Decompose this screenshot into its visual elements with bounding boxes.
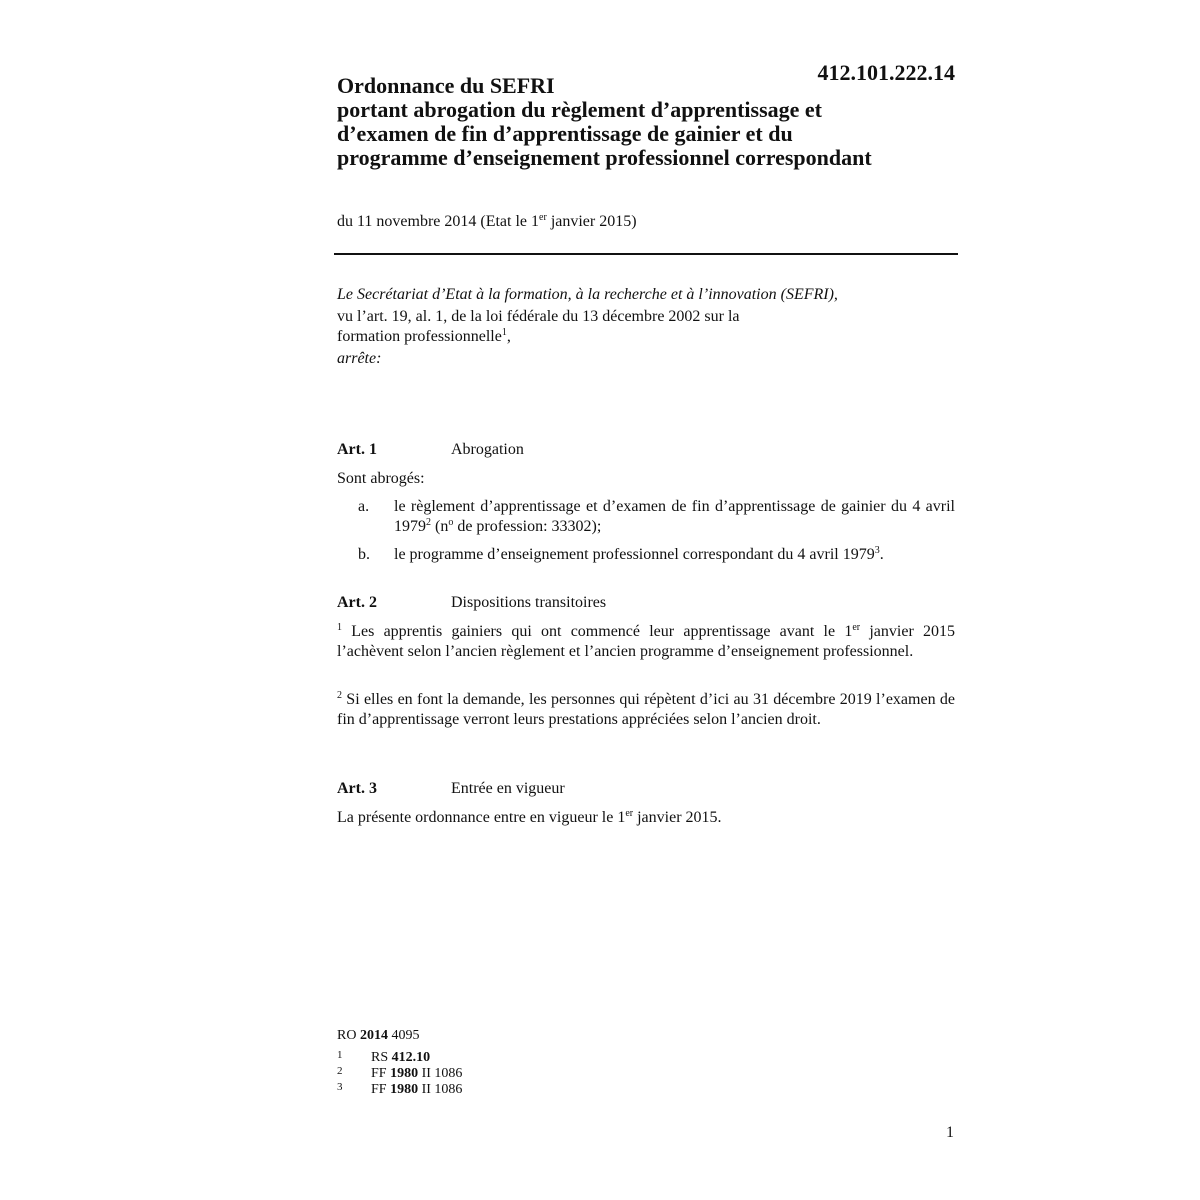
- paragraph-text: janvier 2015 l’achèvent selon l’ancien règlement et l’ancien programme d’enseignement professionnel.: [337, 623, 956, 660]
- list-letter: b.: [358, 546, 370, 563]
- footnote-suffix: II 1086: [418, 1066, 463, 1081]
- list-text-part: le règlement d’apprentissage et d’examen de fin d’apprentissage de gainier du 4 avril 1979: [394, 498, 955, 535]
- preamble-decree: arrête:: [337, 350, 382, 367]
- preamble-basis-line: vu l’art. 19, al. 1, de la loi fédérale du 13 décembre 2002 sur la: [337, 308, 740, 325]
- systematic-number: 412.101.222.14: [817, 60, 955, 85]
- footnote-number: 2: [337, 1065, 343, 1077]
- date-prefix: du 11 novembre 2014 (Etat le 1: [337, 213, 540, 230]
- preamble-basis-end: ,: [506, 328, 511, 345]
- paragraph-text: janvier 2015.: [633, 809, 722, 826]
- date-sup: er: [539, 212, 547, 223]
- footnote-bold: 1980: [390, 1066, 419, 1081]
- superscript: er: [852, 622, 861, 633]
- ro-year: 2014: [359, 1028, 388, 1043]
- list-text-part: le programme d’enseignement professionnel correspondant du 4 avril 1979: [394, 546, 875, 563]
- list-text: [394, 497, 955, 537]
- article-number: Art. 1: [337, 441, 377, 458]
- footnote: [337, 1079, 462, 1098]
- superscript: o: [448, 517, 454, 528]
- footnote-suffix: II 1086: [418, 1082, 463, 1097]
- preamble-basis-line-2: [337, 327, 957, 347]
- paragraph-number: 2: [337, 690, 342, 701]
- preamble-authority: Le Secrétariat d’Etat à la formation, à la recherche et à l’innovation (SEFRI),: [337, 286, 838, 303]
- article-3-heading: [337, 780, 565, 798]
- article-3-text: [337, 808, 955, 828]
- paragraph-text: Les apprentis gainiers qui ont commencé leur apprentissage avant le 1: [342, 623, 853, 640]
- header-rule: [334, 253, 958, 255]
- footnote-bold: 412.10: [391, 1050, 431, 1065]
- list-text-part: de profession: 33302);: [453, 518, 602, 535]
- document-date: [337, 213, 637, 231]
- list-letter: a.: [358, 498, 370, 515]
- date-suffix: janvier 2015): [546, 213, 637, 230]
- article-1-heading: [337, 441, 524, 459]
- footnote-number: 1: [337, 1049, 343, 1061]
- list-item: [337, 545, 955, 565]
- footnote-prefix: FF: [371, 1066, 391, 1081]
- article-number: Art. 2: [337, 594, 377, 611]
- document-title: [337, 74, 977, 170]
- footnote-prefix: FF: [371, 1082, 391, 1097]
- article-title: Dispositions transitoires: [451, 594, 607, 611]
- paragraph-number: 1: [337, 622, 342, 633]
- title-line: programme d’enseignement professionnel correspondant: [337, 145, 872, 170]
- superscript: er: [625, 808, 634, 819]
- article-paragraph: [337, 690, 955, 730]
- preamble-basis-text: formation professionnelle: [337, 328, 502, 345]
- list-text-part: .: [879, 546, 884, 563]
- footnote-ref: 2: [426, 517, 431, 528]
- ro-reference: [337, 1028, 419, 1044]
- article-2-heading: [337, 594, 606, 612]
- preamble: [337, 285, 957, 369]
- ro-page: 4095: [387, 1028, 420, 1043]
- paragraph-text: Si elles en font la demande, les personnes qui répètent d’ici au 31 décembre 2019 l’examen de fin d’apprentissage verront leurs prestations appréciées selon l’ancien droit.: [337, 691, 955, 728]
- article-title: Entrée en vigueur: [451, 780, 565, 797]
- article-1-intro: Sont abrogés:: [337, 470, 425, 487]
- list-text-part: (n: [431, 518, 449, 535]
- list-item: [337, 497, 955, 537]
- ro-prefix: RO: [337, 1028, 360, 1043]
- title-line: Ordonnance du SEFRI: [337, 73, 555, 98]
- page-number: 1: [946, 1124, 954, 1141]
- footnote-bold: 1980: [390, 1082, 419, 1097]
- article-paragraph: [337, 622, 955, 662]
- title-line: portant abrogation du règlement d’apprentissage et: [337, 97, 823, 122]
- footnote-prefix: RS: [371, 1050, 392, 1065]
- paragraph-text: La présente ordonnance entre en vigueur le 1: [337, 809, 626, 826]
- article-title: Abrogation: [451, 441, 524, 458]
- title-line: d’examen de fin d’apprentissage de gainier et du: [337, 121, 793, 146]
- footnote-ref: 3: [874, 545, 880, 556]
- footnote-number: 3: [337, 1081, 343, 1093]
- list-text: [394, 545, 955, 565]
- article-number: Art. 3: [337, 780, 377, 797]
- footnote-ref: 1: [501, 327, 507, 338]
